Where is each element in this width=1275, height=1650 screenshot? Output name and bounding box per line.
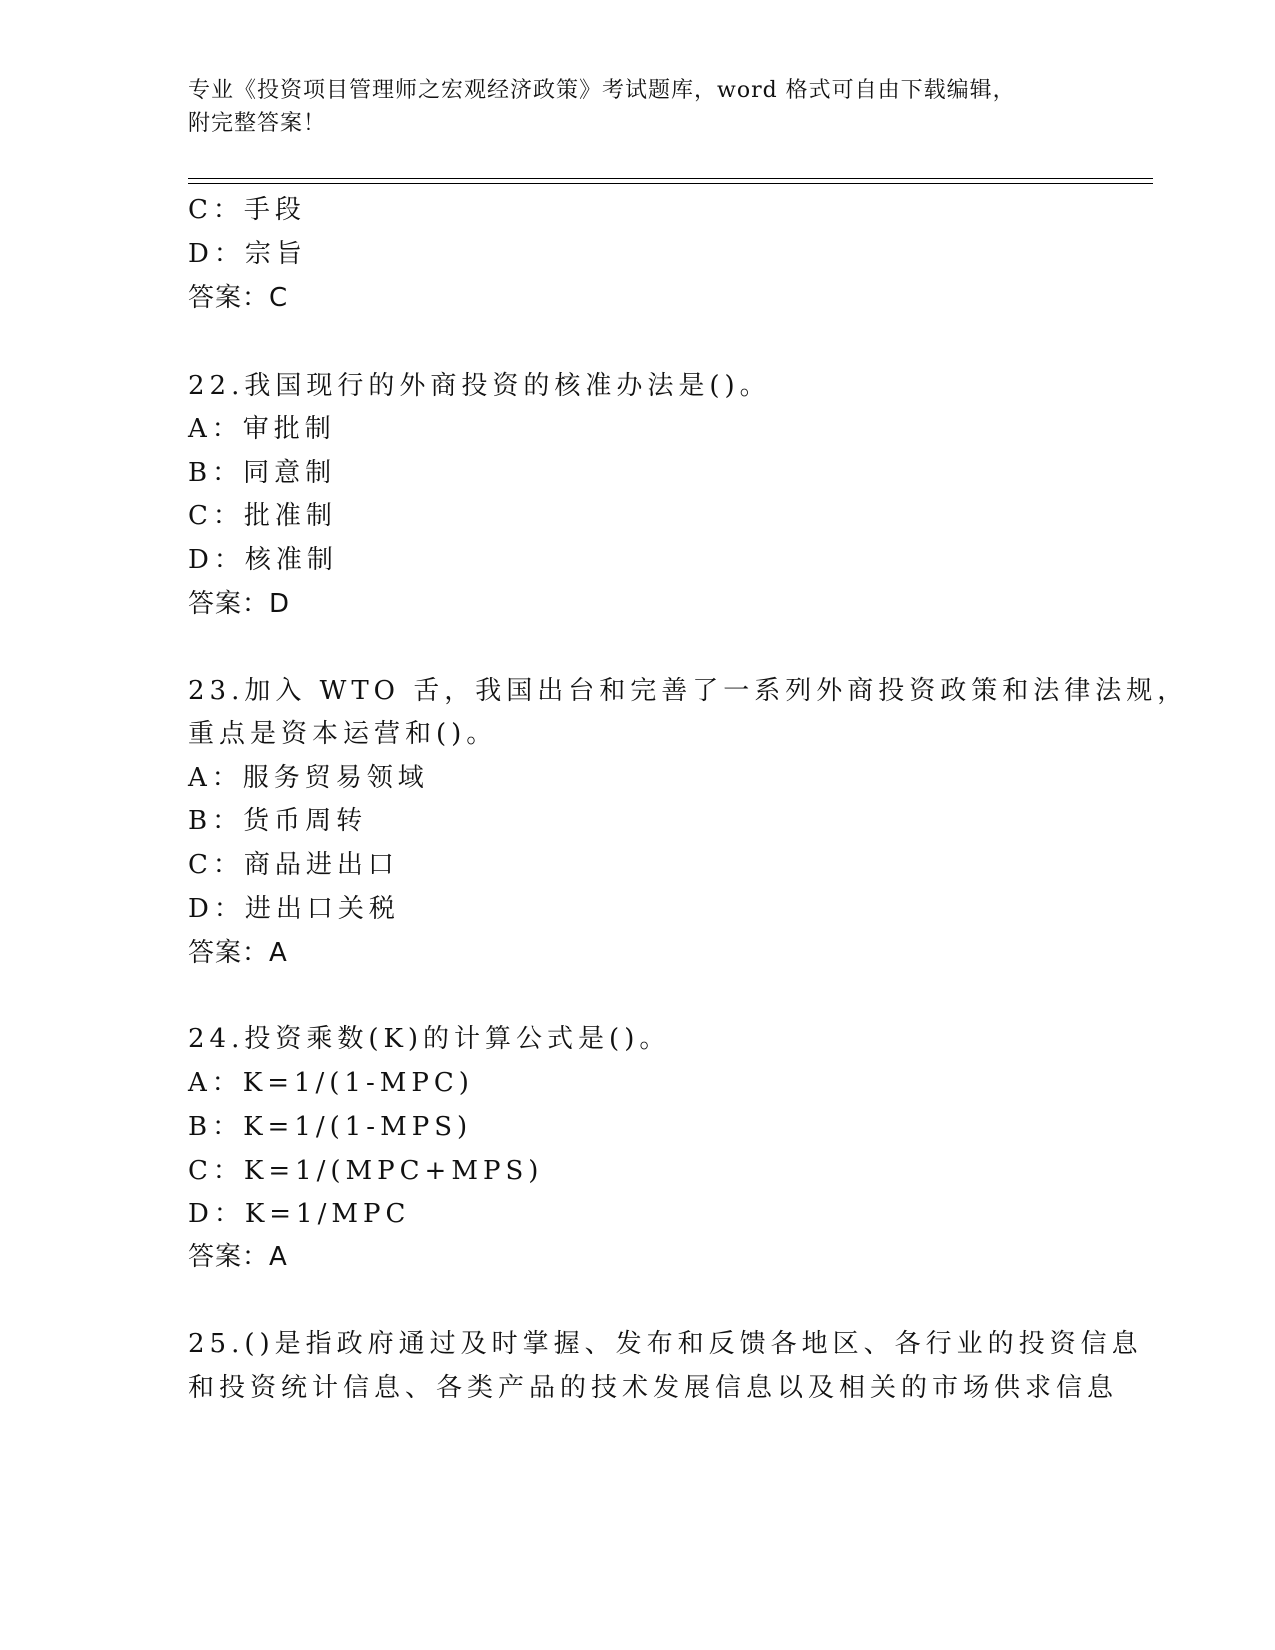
q23-option-a: A：服务贸易领域 bbox=[188, 763, 429, 793]
header-line-1: 专业《投资项目管理师之宏观经济政策》考试题库，word 格式可自由下载编辑， bbox=[188, 78, 1016, 103]
q22-option-d: D：核准制 bbox=[188, 545, 338, 575]
header-rule-bottom bbox=[188, 183, 1153, 184]
document-header bbox=[188, 74, 1068, 140]
q24-option-d: D：K=1/MPC bbox=[188, 1199, 411, 1229]
q22-option-a: A：审批制 bbox=[188, 414, 336, 444]
q24-option-b: B：K=1/(1-MPS) bbox=[188, 1112, 473, 1142]
q24-answer: 答案：A bbox=[188, 1242, 288, 1272]
q23-stem-line-1: 23.加入 WTO 舌，我国出台和完善了一系列外商投资政策和法律法规， bbox=[188, 676, 1189, 706]
q23-stem-line-2: 重点是资本运营和()。 bbox=[188, 719, 498, 749]
q22-answer: 答案：D bbox=[188, 589, 291, 619]
q23-option-d: D：进出口关税 bbox=[188, 894, 400, 924]
q24-stem: 24.投资乘数(K)的计算公式是()。 bbox=[188, 1024, 671, 1054]
prev-option-c: C：手段 bbox=[188, 195, 306, 225]
header-line-2: 附完整答案！ bbox=[188, 111, 327, 136]
q22-option-b: B：同意制 bbox=[188, 458, 337, 488]
q24-option-c: C：K=1/(MPC+MPS) bbox=[188, 1156, 544, 1186]
q24-option-a: A：K=1/(1-MPC) bbox=[188, 1068, 474, 1098]
q23-option-b: B：货币周转 bbox=[188, 806, 368, 836]
header-rule-top bbox=[188, 178, 1153, 179]
prev-answer: 答案：C bbox=[188, 283, 289, 313]
prev-option-d: D：宗旨 bbox=[188, 239, 307, 269]
q22-stem: 22.我国现行的外商投资的核准办法是()。 bbox=[188, 371, 771, 401]
q23-answer: 答案：A bbox=[188, 938, 288, 968]
q25-stem-line-1: 25.()是指政府通过及时掌握、发布和反馈各地区、各行业的投资信息 bbox=[188, 1329, 1143, 1359]
q23-option-c: C：商品进出口 bbox=[188, 850, 399, 880]
q25-stem-line-2: 和投资统计信息、各类产品的技术发展信息以及相关的市场供求信息 bbox=[188, 1373, 1119, 1403]
q22-option-c: C：批准制 bbox=[188, 501, 337, 531]
